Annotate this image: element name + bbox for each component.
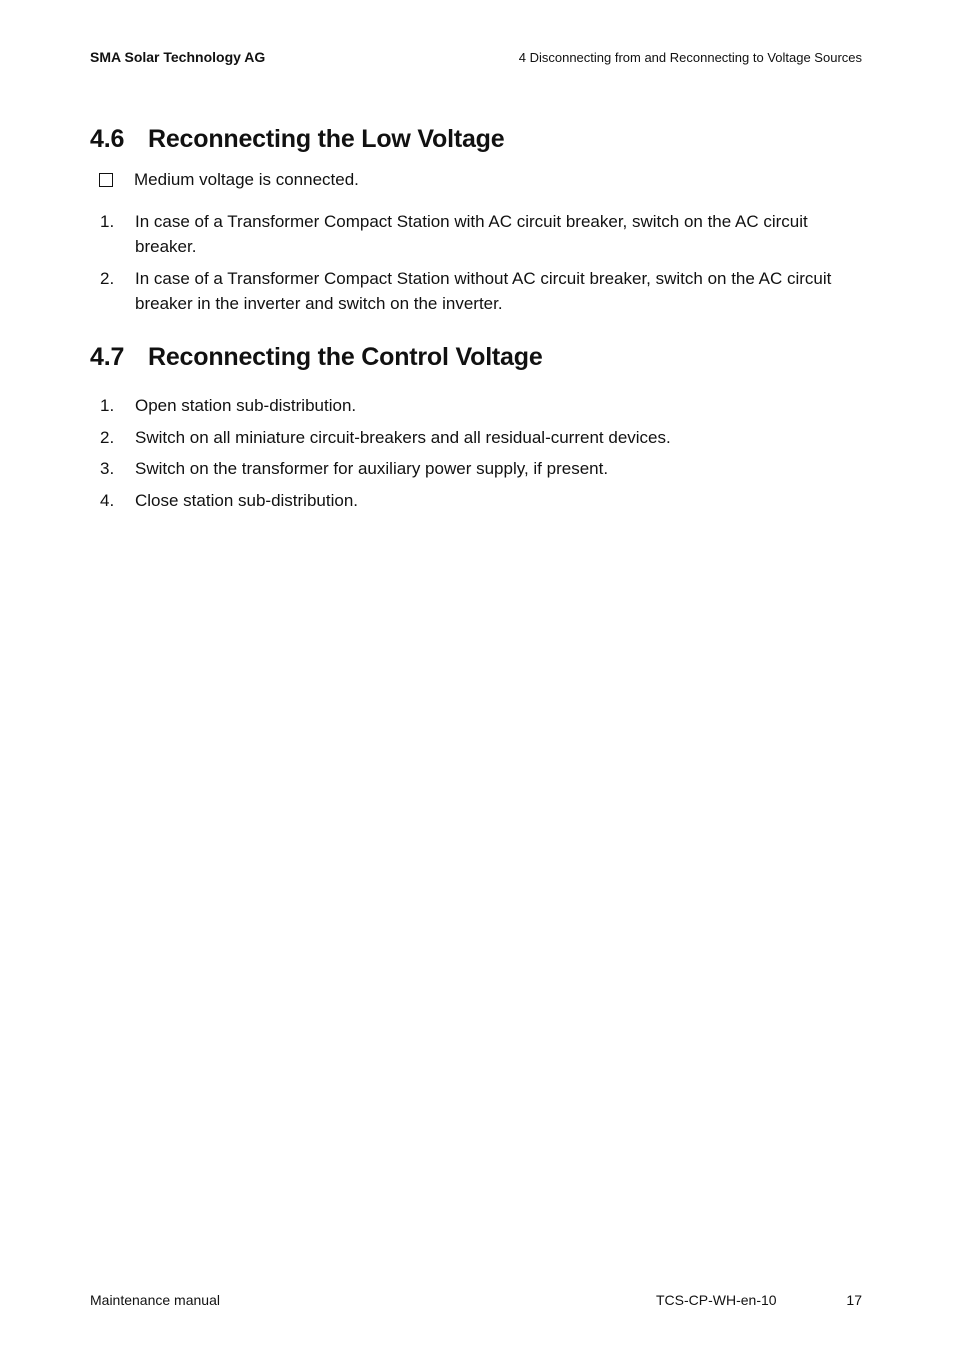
section-title: Reconnecting the Low Voltage	[148, 125, 505, 153]
step-text: Close station sub-distribution.	[135, 490, 359, 510]
footer-doc-code: TCS-CP-WH-en-10	[656, 1292, 777, 1308]
step-number: 1.	[100, 396, 115, 415]
footer-page-number: 17	[846, 1292, 862, 1308]
step-list-4-6	[90, 209, 865, 323]
section-number: 4.6	[90, 125, 125, 153]
prerequisite	[99, 170, 359, 190]
step-text: In case of a Transformer Compact Station with AC circuit breaker, switch on the AC circuit breaker.	[135, 212, 808, 256]
header-chapter: 4 Disconnecting from and Reconnecting to Voltage Sources	[518, 50, 862, 65]
footer-doc-type: Maintenance manual	[90, 1292, 220, 1308]
section-heading-4-7	[90, 343, 543, 372]
list-item	[90, 425, 865, 450]
list-item	[90, 209, 865, 259]
list-item	[90, 393, 865, 418]
step-number: 2.	[100, 269, 115, 288]
step-text: Switch on all miniature circuit-breakers and all residual-current devices.	[135, 427, 671, 447]
step-number: 4.	[100, 490, 115, 510]
step-text: Open station sub-distribution.	[135, 396, 357, 415]
header-company: SMA Solar Technology AG	[90, 49, 266, 65]
list-item	[90, 266, 865, 316]
step-number: 2.	[100, 427, 115, 447]
step-text: In case of a Transformer Compact Station without AC circuit breaker, switch on the AC circuit breaker in the inverter and switch on the inverter.	[135, 269, 832, 313]
step-number: 1.	[100, 212, 115, 231]
step-text: Switch on the transformer for auxiliary power supply, if present.	[135, 459, 609, 478]
section-heading-4-6	[90, 125, 504, 154]
list-item	[90, 488, 865, 513]
section-number: 4.7	[90, 343, 125, 371]
step-number: 3.	[100, 459, 115, 478]
prerequisite-text: Medium voltage is connected.	[134, 170, 359, 189]
checkbox-icon	[99, 173, 113, 187]
list-item	[90, 456, 865, 481]
step-list-4-7	[90, 393, 865, 519]
section-title: Reconnecting the Control Voltage	[148, 343, 543, 371]
